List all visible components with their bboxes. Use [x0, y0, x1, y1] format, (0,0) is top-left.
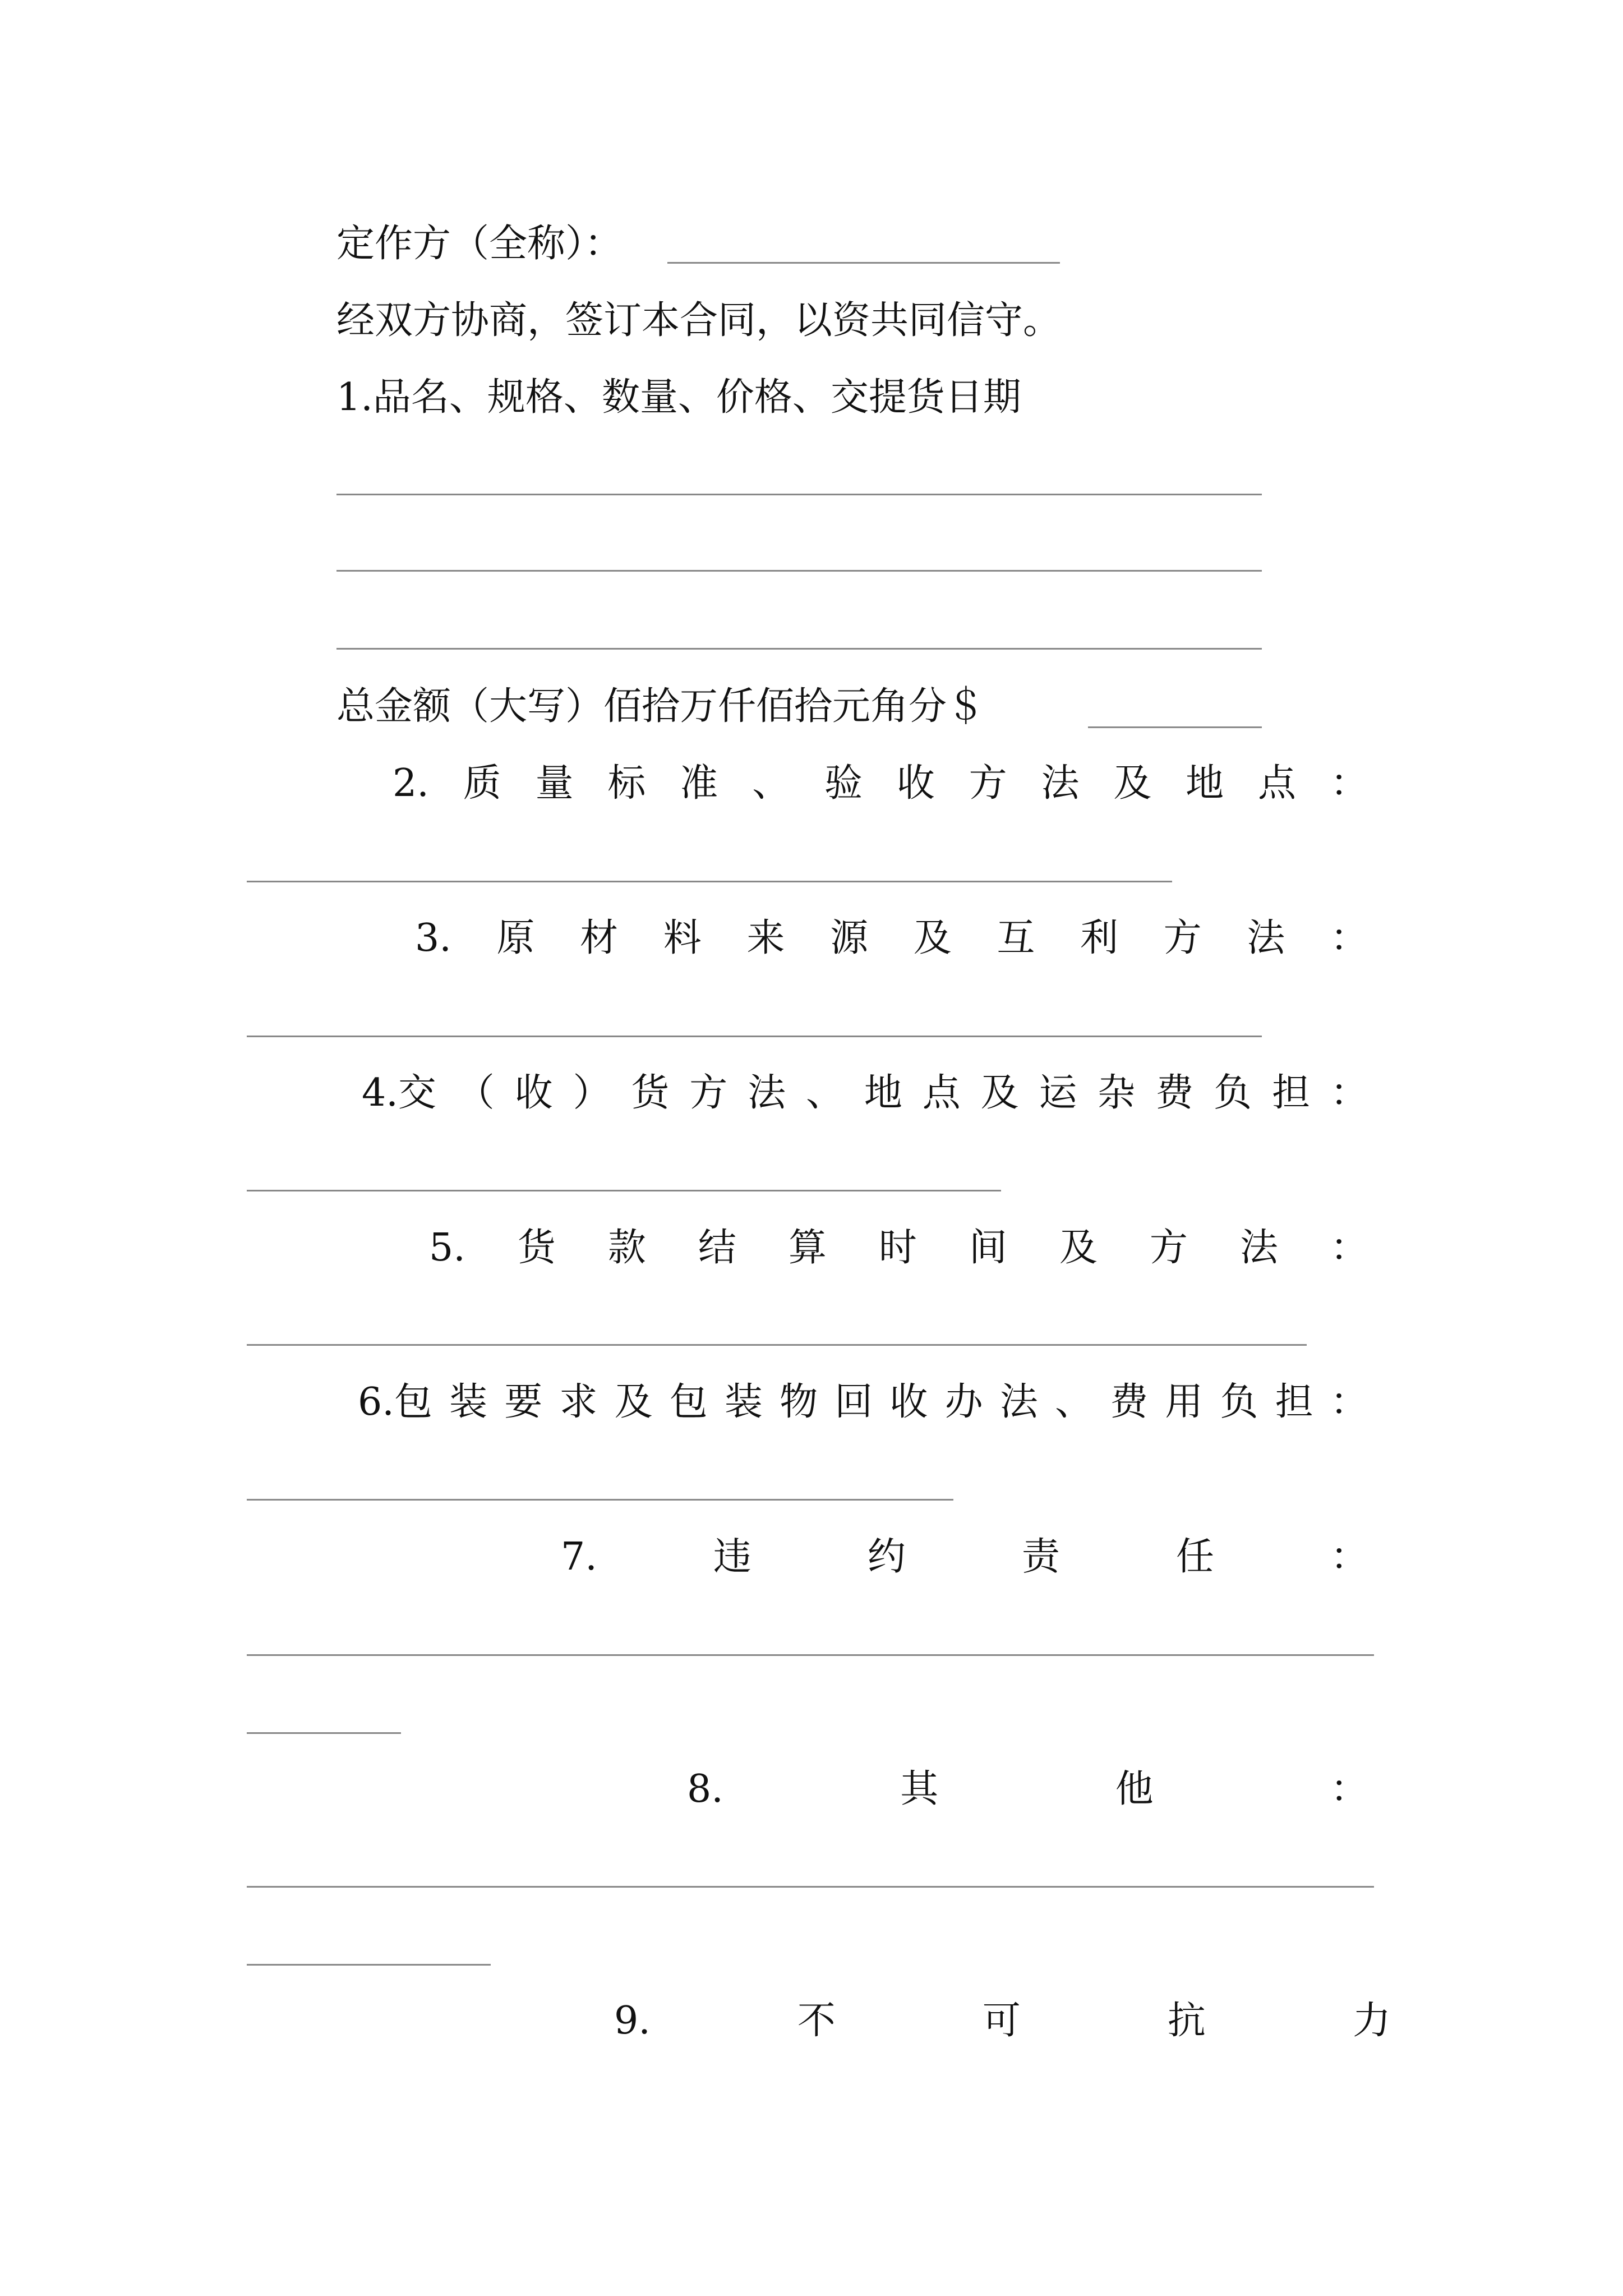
clause-6-char: 、 — [1054, 1380, 1093, 1424]
clause-3-char: 来 — [746, 916, 785, 960]
clause-3-char: 互 — [997, 916, 1035, 960]
clause-3-char: 及 — [913, 916, 952, 960]
clause-4-char: 担 — [1272, 1071, 1311, 1115]
clause-3-char: 方 — [1163, 916, 1202, 960]
clause-7-char: 违 — [713, 1535, 751, 1579]
clause-4-heading — [362, 1068, 1368, 1119]
clause-4-char: 负 — [1214, 1071, 1252, 1115]
clause-2-char: 准 — [680, 761, 718, 806]
item1-line-1[interactable] — [336, 494, 1262, 495]
item1-title: 1.品名、规格、数量、价格、交提货日期 — [336, 375, 1021, 420]
clause-2-char: 、 — [752, 761, 791, 806]
clause-2-char: 质 — [463, 761, 501, 806]
clause-5-char: ： — [1330, 1226, 1368, 1270]
clause-6-line[interactable] — [247, 1499, 953, 1501]
clause-7-char: 责 — [1021, 1535, 1060, 1579]
clause-5-char: 方 — [1149, 1226, 1188, 1270]
clause-4-char: 费 — [1155, 1071, 1194, 1115]
clause-4-char: （ — [456, 1071, 495, 1115]
clause-6-char: 费 — [1110, 1380, 1149, 1424]
clause-8-char: 他 — [1115, 1767, 1154, 1811]
clause-6-char: 装 — [724, 1380, 763, 1424]
clause-4-char: 点 — [922, 1071, 961, 1115]
intro-text: 经双方协商，签订本合同，以资共同信守。 — [336, 298, 1062, 343]
clause-5-char: 间 — [969, 1226, 1007, 1270]
clause-4-char: ） — [573, 1071, 611, 1115]
clause-6-char: 担 — [1275, 1380, 1313, 1424]
clause-6-char: 要 — [504, 1380, 543, 1424]
clause-6-char: 法 — [999, 1380, 1038, 1424]
party-label: 定作方（全称）： — [336, 222, 623, 266]
clause-4-char: 杂 — [1097, 1071, 1136, 1115]
clause-4-line[interactable] — [247, 1190, 1001, 1191]
clause-2-heading — [393, 758, 1368, 809]
clause-2-char: 方 — [969, 761, 1007, 806]
clause-4-char: 及 — [980, 1071, 1019, 1115]
clause-2-char: 量 — [535, 761, 574, 806]
clause-6-char: 装 — [449, 1380, 488, 1424]
clause-2-char: ： — [1330, 761, 1368, 806]
clause-2-char: 2. — [393, 761, 429, 806]
clause-4-char: 法 — [748, 1071, 786, 1115]
clause-6-char: ： — [1330, 1380, 1368, 1424]
clause-5-char: 结 — [698, 1226, 736, 1270]
clause-5-char: 款 — [607, 1226, 646, 1270]
clause-7-line-2[interactable] — [247, 1732, 401, 1734]
clause-6-char: 收 — [889, 1380, 928, 1424]
clause-8-char: 其 — [900, 1767, 939, 1811]
clause-6-char: 及 — [614, 1380, 653, 1424]
clause-5-char: 法 — [1239, 1226, 1278, 1270]
clause-9-char: 9. — [614, 1999, 651, 2043]
clause-9-heading — [614, 1996, 1391, 2046]
clause-2-char: 法 — [1041, 761, 1080, 806]
clause-2-char: 标 — [607, 761, 646, 806]
clause-4-char: 地 — [864, 1071, 902, 1115]
clause-2-char: 点 — [1258, 761, 1297, 806]
clause-5-char: 及 — [1059, 1226, 1098, 1270]
clause-2-char: 地 — [1186, 761, 1224, 806]
clause-6-heading — [358, 1377, 1368, 1428]
clause-2-char: 验 — [824, 761, 863, 806]
clause-8-char: ： — [1330, 1767, 1368, 1811]
clause-3-char: 原 — [496, 916, 535, 960]
clause-6-char: 回 — [834, 1380, 873, 1424]
party-name-field[interactable] — [667, 262, 1060, 264]
clause-5-char: 算 — [788, 1226, 827, 1270]
clause-3-char: 源 — [830, 916, 869, 960]
clause-6-char: 包 — [669, 1380, 708, 1424]
total-amount-field[interactable] — [1088, 726, 1262, 728]
clause-5-line[interactable] — [247, 1344, 1307, 1346]
clause-4-char: 货 — [631, 1071, 670, 1115]
item1-line-2[interactable] — [336, 570, 1262, 572]
clause-3-char: ： — [1330, 916, 1368, 960]
clause-6-char: 负 — [1220, 1380, 1258, 1424]
clause-4-char: 运 — [1039, 1071, 1077, 1115]
clause-3-char: 材 — [580, 916, 619, 960]
clause-5-char: 5. — [429, 1226, 465, 1270]
clause-7-char: 任 — [1175, 1535, 1214, 1579]
clause-2-char: 收 — [896, 761, 935, 806]
clause-6-char: 求 — [559, 1380, 598, 1424]
clause-7-heading — [561, 1532, 1368, 1582]
clause-6-char: 办 — [944, 1380, 983, 1424]
clause-6-char: 用 — [1165, 1380, 1204, 1424]
clause-2-line[interactable] — [247, 881, 1172, 882]
clause-9-char: 力 — [1352, 1999, 1391, 2043]
clause-9-char: 可 — [982, 1999, 1021, 2043]
clause-7-char: ： — [1330, 1535, 1368, 1579]
clause-3-char: 法 — [1247, 916, 1285, 960]
clause-3-heading — [415, 913, 1368, 964]
clause-5-char: 货 — [517, 1226, 556, 1270]
clause-9-char: 抗 — [1167, 1999, 1206, 2043]
clause-2-char: 及 — [1113, 761, 1152, 806]
clause-8-line-2[interactable] — [247, 1964, 491, 1966]
clause-4-char: 、 — [806, 1071, 845, 1115]
item1-line-3[interactable] — [336, 648, 1262, 650]
clause-3-line[interactable] — [247, 1036, 1262, 1037]
total-amount-label: 总金额（大写）佰拾万仟佰拾元角分＄ — [336, 684, 985, 729]
clause-9-char: 不 — [797, 1999, 836, 2043]
clause-4-char: 方 — [689, 1071, 728, 1115]
clause-7-line-1[interactable] — [247, 1654, 1374, 1656]
clause-6-char: 6.包 — [358, 1380, 432, 1424]
clause-7-char: 约 — [867, 1535, 906, 1579]
clause-5-char: 时 — [878, 1226, 917, 1270]
clause-3-char: 利 — [1080, 916, 1119, 960]
clause-3-char: 料 — [663, 916, 702, 960]
clause-7-char: 7. — [561, 1535, 597, 1579]
clause-8-char: 8. — [687, 1767, 723, 1811]
clause-4-char: 收 — [514, 1071, 553, 1115]
clause-5-heading — [429, 1223, 1368, 1273]
clause-8-line-1[interactable] — [247, 1886, 1374, 1888]
clause-8-heading — [687, 1764, 1368, 1815]
clause-4-char: 4.交 — [362, 1071, 436, 1115]
clause-6-char: 物 — [780, 1380, 818, 1424]
clause-3-char: 3. — [415, 916, 451, 960]
clause-4-char: ： — [1330, 1071, 1368, 1115]
